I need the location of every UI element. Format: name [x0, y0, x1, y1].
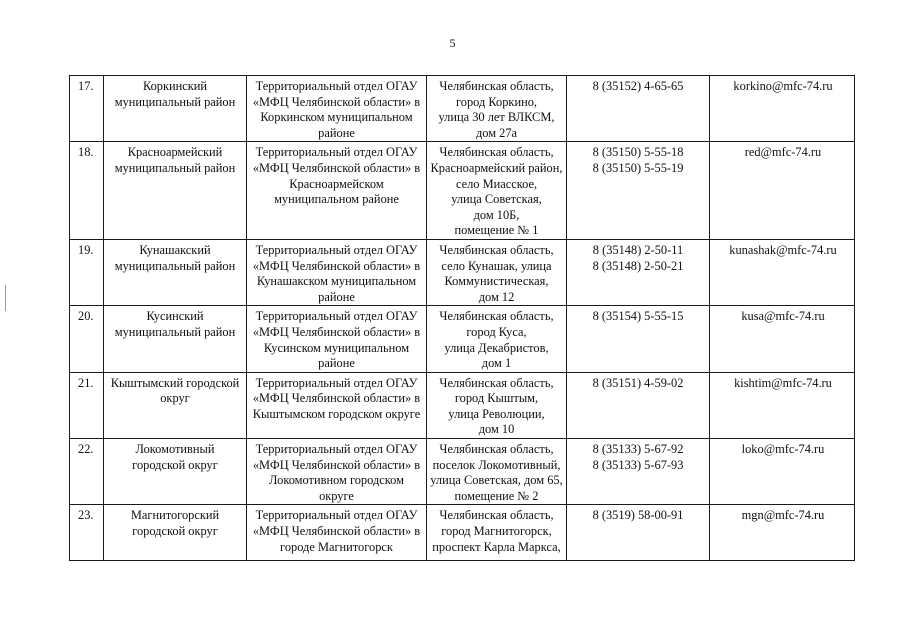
phone-cell: [567, 372, 710, 438]
email-cell: kishtim@mfc-74.ru: [710, 372, 855, 438]
table-row: [70, 372, 855, 438]
email-cell: loko@mfc-74.ru: [710, 439, 855, 505]
address-line: улица Советская, дом 65,: [430, 473, 563, 488]
phone-number: 8 (35152) 4-65-65: [592, 79, 684, 93]
office-line: «МФЦ Челябинской области» в: [252, 524, 421, 539]
office-line: городе Магнитогорск: [280, 539, 393, 554]
municipality-cell: [104, 372, 247, 438]
address-line: город Куса,: [466, 324, 527, 339]
municipality-cell: [104, 239, 247, 305]
address-line: улица Декабристов,: [444, 340, 549, 355]
address-line: улица Советская,: [451, 192, 542, 207]
office-cell: [247, 142, 427, 240]
municipality-line: муниципальный район: [114, 160, 236, 175]
phone-number: 8 (3519) 58-00-91: [592, 508, 684, 523]
municipality-cell: [104, 306, 247, 372]
office-cell: [247, 439, 427, 505]
table-row: [70, 505, 855, 561]
office-line: районе: [318, 125, 355, 140]
phone-cell: [567, 76, 710, 142]
address-cell: [427, 372, 567, 438]
office-cell: [247, 306, 427, 372]
municipality-line: городской округ: [132, 457, 218, 472]
phone-cell: [567, 239, 710, 305]
row-number: 21.: [70, 372, 104, 438]
office-line: «МФЦ Челябинской области» в: [252, 391, 421, 406]
phone-number: 8 (35151) 4-59-02: [592, 375, 684, 390]
address-cell: [427, 76, 567, 142]
office-line: «МФЦ Челябинской области» в: [252, 324, 421, 339]
office-line: Территориальный отдел ОГАУ: [255, 145, 418, 160]
address-line: Красноармейский район,: [430, 160, 563, 175]
address-line: Коммунистическая,: [444, 274, 549, 289]
office-line: Территориальный отдел ОГАУ: [255, 442, 418, 457]
office-cell: [247, 76, 427, 142]
phone-number: 8 (35150) 5-55-18: [592, 145, 684, 160]
municipality-line: Кунашакский: [139, 242, 211, 257]
office-line: «МФЦ Челябинской области» в: [252, 94, 421, 109]
municipality-line: Красноармейский: [127, 145, 223, 160]
office-cell: [247, 505, 427, 561]
office-line: «МФЦ Челябинской области» в: [252, 258, 421, 273]
address-line: Челябинская область,: [439, 375, 554, 390]
address-cell: [427, 239, 567, 305]
address-line: улица 30 лет ВЛКСМ,: [438, 110, 555, 125]
phone-cell: [567, 439, 710, 505]
address-line: город Кыштым,: [454, 391, 539, 406]
row-number: 18.: [70, 142, 104, 240]
office-line: Кусинском муниципальном: [263, 340, 410, 355]
phone-number: 8 (35133) 5-67-93: [592, 457, 684, 472]
email-cell: kusa@mfc-74.ru: [710, 306, 855, 372]
office-line: Территориальный отдел ОГАУ: [255, 508, 418, 523]
address-line: Челябинская область,: [439, 442, 554, 457]
municipality-cell: [104, 439, 247, 505]
address-line: помещение № 1: [454, 223, 539, 238]
municipality-line: муниципальный район: [114, 258, 236, 273]
address-line: город Магнитогорск,: [441, 524, 552, 539]
municipality-line: муниципальный район: [114, 94, 236, 109]
address-cell: [427, 306, 567, 372]
office-line: Территориальный отдел ОГАУ: [255, 375, 418, 390]
margin-mark: [5, 285, 6, 311]
municipality-cell: [104, 76, 247, 142]
municipality-cell: [104, 505, 247, 561]
municipality-line: Кыштымский городской: [110, 375, 240, 390]
address-cell: [427, 142, 567, 240]
municipality-cell: [104, 142, 247, 240]
phone-number: 8 (35154) 5-55-15: [592, 309, 684, 324]
row-number: 22.: [70, 439, 104, 505]
row-number: 20.: [70, 306, 104, 372]
office-line: округе: [319, 488, 354, 503]
address-line: поселок Локомотивный,: [432, 457, 561, 472]
address-line: проспект Карла Маркса,: [432, 539, 561, 554]
office-line: районе: [318, 289, 355, 304]
office-line: «МФЦ Челябинской области» в: [252, 160, 421, 175]
table-row: [70, 306, 855, 372]
phone-cell: [567, 306, 710, 372]
email-cell: red@mfc-74.ru: [710, 142, 855, 240]
municipality-line: Коркинский: [142, 79, 208, 93]
table-row: [70, 439, 855, 505]
table-row: [70, 142, 855, 240]
address-line: город Коркино,: [455, 94, 538, 109]
address-line: дом 12: [478, 289, 515, 304]
municipality-line: Магнитогорский: [130, 508, 220, 523]
table-body: [70, 76, 855, 561]
office-line: Территориальный отдел ОГАУ: [255, 242, 418, 257]
municipality-line: округ: [160, 391, 190, 406]
phone-cell: [567, 142, 710, 240]
phone-cell: [567, 505, 710, 561]
office-line: Красноармейском: [289, 176, 384, 191]
phone-number: 8 (35133) 5-67-92: [592, 442, 684, 457]
municipality-line: городской округ: [132, 524, 218, 539]
office-line: Территориальный отдел ОГАУ: [255, 79, 418, 93]
mfc-offices-table: [69, 75, 855, 561]
table-row: [70, 239, 855, 305]
address-cell: [427, 505, 567, 561]
address-line: Челябинская область,: [439, 79, 554, 93]
office-line: «МФЦ Челябинской области» в: [252, 457, 421, 472]
phone-number: 8 (35150) 5-55-19: [592, 160, 684, 175]
email-cell: mgn@mfc-74.ru: [710, 505, 855, 561]
address-line: улица Революции,: [448, 406, 545, 421]
email-cell: korkino@mfc-74.ru: [710, 76, 855, 142]
address-line: Челябинская область,: [439, 242, 554, 257]
office-line: районе: [318, 356, 355, 371]
municipality-line: муниципальный район: [114, 324, 236, 339]
office-line: муниципальном районе: [274, 192, 399, 207]
address-line: село Миасское,: [455, 176, 538, 191]
address-line: помещение № 2: [454, 488, 539, 503]
office-line: Коркинском муниципальном: [260, 110, 413, 125]
address-line: село Кунашак, улица: [441, 258, 552, 273]
address-line: дом 1: [481, 356, 512, 371]
office-line: Территориальный отдел ОГАУ: [255, 309, 418, 324]
row-number: 23.: [70, 505, 104, 561]
row-number: 17.: [70, 76, 104, 142]
office-line: Кыштымском городском округе: [252, 406, 421, 421]
address-line: Челябинская область,: [439, 145, 554, 160]
address-line: дом 10Б,: [473, 207, 520, 222]
table-row: [70, 76, 855, 142]
address-cell: [427, 439, 567, 505]
row-number: 19.: [70, 239, 104, 305]
address-line: дом 27а: [475, 125, 518, 140]
municipality-line: Кусинский: [146, 309, 204, 324]
phone-number: 8 (35148) 2-50-21: [592, 258, 684, 273]
office-cell: [247, 372, 427, 438]
address-line: Челябинская область,: [439, 309, 554, 324]
page-number: 5: [449, 36, 456, 50]
office-line: Кунашакском муниципальном: [256, 274, 417, 289]
office-cell: [247, 239, 427, 305]
email-cell: kunashak@mfc-74.ru: [710, 239, 855, 305]
address-line: Челябинская область,: [439, 508, 554, 523]
address-line: дом 10: [478, 422, 515, 437]
office-line: Локомотивном городском: [269, 473, 404, 488]
municipality-line: Локомотивный: [135, 442, 215, 457]
phone-number: 8 (35148) 2-50-11: [592, 242, 684, 257]
